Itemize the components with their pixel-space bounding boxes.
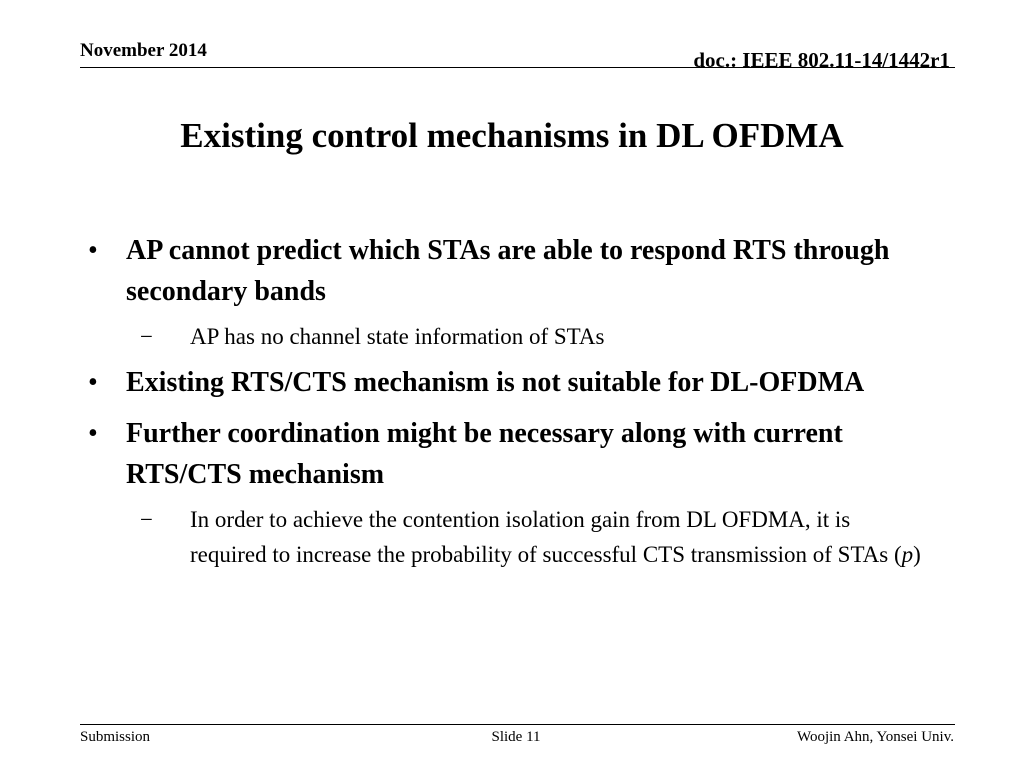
footer-submission: Submission xyxy=(80,729,151,745)
bullet-marker: • xyxy=(88,367,98,398)
slide-title: Existing control mechanisms in DL OFDMA xyxy=(180,116,844,155)
bullet-marker: • xyxy=(88,418,98,449)
probability-symbol: p xyxy=(901,542,914,567)
bullet-item xyxy=(88,362,928,403)
header-divider xyxy=(80,67,955,68)
sub-bullet-text: AP has no channel state information of STAs xyxy=(190,324,605,349)
sub-bullet-marker: − xyxy=(140,507,153,532)
header-document-id: doc.: IEEE 802.11-14/1442r1 xyxy=(693,48,950,72)
footer-author: Woojin Ahn, Yonsei Univ. xyxy=(796,729,954,745)
header-date: November 2014 xyxy=(80,40,207,61)
slide-body xyxy=(88,230,928,580)
bullet-text: Existing RTS/CTS mechanism is not suitable for DL-OFDMA xyxy=(126,367,865,398)
bullet-marker: • xyxy=(88,235,98,266)
footer-slide-number: Slide 11 xyxy=(491,729,541,745)
sub-bullet-text-part: In order to achieve the contention isolation gain from DL OFDMA, it is required to increase the probability of successful CTS transmission of STAs ( xyxy=(190,507,902,567)
bullet-text: AP cannot predict which STAs are able to respond RTS through secondary bands xyxy=(126,235,890,307)
sub-bullet-text xyxy=(190,507,921,567)
sub-bullet-item xyxy=(88,502,928,572)
bullet-item xyxy=(88,230,928,312)
sub-bullet-marker: − xyxy=(140,324,153,349)
bullet-text: Further coordination might be necessary along with current RTS/CTS mechanism xyxy=(126,418,843,490)
footer-divider xyxy=(80,724,955,725)
sub-bullet-text-part: ) xyxy=(913,542,921,567)
bullet-item xyxy=(88,413,928,495)
sub-bullet-item xyxy=(88,319,928,354)
